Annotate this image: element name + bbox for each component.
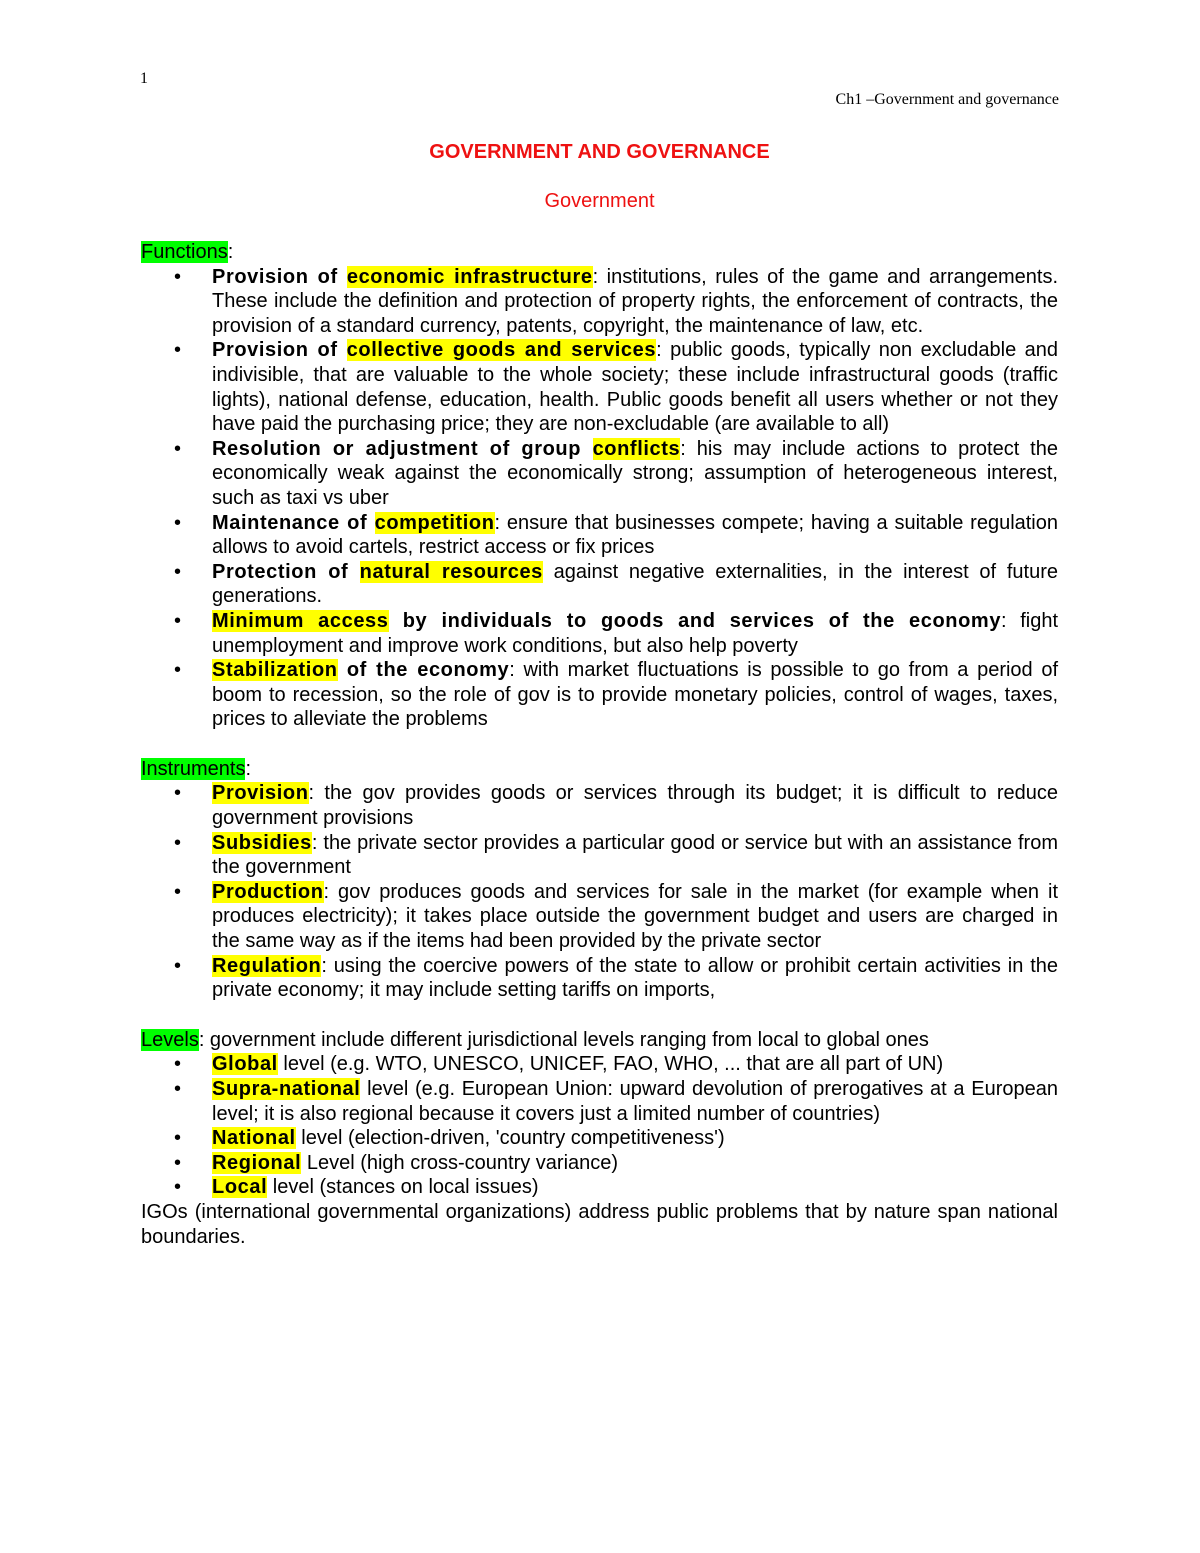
instruments-item-term — [212, 881, 324, 903]
highlighted-term: Regional — [212, 1151, 302, 1174]
instruments-heading: Instruments: — [141, 757, 252, 780]
bullet-icon: • — [174, 1151, 182, 1174]
running-header: Ch1 –Government and governance — [835, 91, 1059, 108]
highlighted-term: Production — [212, 880, 324, 903]
functions-item-term — [212, 659, 509, 681]
bullet-icon: • — [174, 831, 182, 854]
levels-list — [141, 1052, 1058, 1200]
functions-item — [141, 437, 1058, 511]
levels-item-term — [212, 1127, 296, 1149]
functions-item — [141, 338, 1058, 436]
levels-item-term — [212, 1176, 267, 1198]
item-description: : with market fluctuations is possible to go from a period of boom to recession, so the role of gov is to provide monetary policies, control of wages, taxes, prices to alleviate the problems — [212, 659, 1059, 731]
bullet-icon: • — [174, 560, 182, 583]
functions-list — [141, 265, 1058, 732]
item-description: Level (high cross-country variance) — [301, 1151, 619, 1174]
item-description: : the gov provides goods or services through its budget; it is difficult to reduce government provisions — [212, 782, 1058, 830]
term-suffix: of the economy — [337, 659, 510, 682]
item-description: level (e.g. WTO, UNESCO, UNICEF, FAO, WHO, ... that are all part of UN) — [277, 1053, 944, 1076]
bullet-icon: • — [174, 609, 182, 632]
highlighted-term: natural resources — [359, 560, 543, 583]
functions-item-term — [212, 610, 1001, 632]
levels-item — [141, 1052, 1058, 1077]
levels-intro: : government include different jurisdictional levels ranging from local to global ones — [198, 1028, 929, 1051]
levels-item-term — [212, 1078, 360, 1100]
functions-item — [141, 560, 1058, 609]
instruments-item — [141, 880, 1058, 954]
bullet-icon: • — [174, 1053, 182, 1076]
highlighted-term: collective goods and services — [346, 339, 657, 362]
highlighted-term: competition — [374, 511, 495, 534]
bullet-icon: • — [174, 511, 182, 534]
section-subtitle: Government — [544, 190, 655, 212]
functions-item-term — [212, 339, 656, 361]
bullet-icon: • — [174, 1078, 182, 1100]
instruments-item — [141, 831, 1058, 880]
term-prefix: Resolution or adjustment of group — [212, 437, 593, 460]
term-prefix: Protection of — [212, 560, 360, 583]
instruments-item — [141, 954, 1058, 1003]
item-description: : ensure that businesses compete; having a suitable regulation allows to avoid cartels, restrict access or fix prices — [212, 511, 1059, 559]
highlighted-term: Provision — [212, 782, 309, 805]
item-description: level (election-driven, 'country competitiveness') — [295, 1127, 725, 1150]
item-description: : using the coercive powers of the state to allow or prohibit certain activities in the private economy; it may include setting tariffs on imports, — [212, 954, 1058, 1002]
levels-item — [141, 1151, 1058, 1176]
item-description: level (e.g. European Union: upward devolution of prerogatives at a European level; it is also regional because it covers just a limited number of countries) — [212, 1078, 1058, 1125]
levels-closing: IGOs (international governmental organizations) address public problems that by nature span national boundaries. — [141, 1200, 1058, 1248]
item-description: : gov produces goods and services for sale in the market (for example when it produces electricity); it takes place outside the government budget and users are charged in the same way as if the items had been provided by the private sector — [212, 880, 1058, 953]
term-prefix: Provision of — [212, 265, 347, 288]
levels-item — [141, 1126, 1058, 1151]
functions-item — [141, 609, 1058, 658]
term-prefix: Provision of — [212, 339, 347, 362]
functions-item-term — [212, 512, 495, 534]
levels-label: Levels — [141, 1028, 199, 1051]
bullet-icon: • — [174, 880, 182, 903]
item-description: : public goods, typically non excludable and indivisible, that are valuable to the whole society; these include infrastructural goods (traffic lights), national defense, education, health. Public goods benefit all users whether or not they have paid the purchasing price; they are non-excludable (are available to all) — [212, 339, 1058, 436]
highlighted-term: Local — [212, 1176, 268, 1199]
functions-item-term — [212, 561, 543, 583]
item-description: : his may include actions to protect the economically weak against the economically strong; assumption of heterogeneous interest, such as taxi vs uber — [212, 437, 1058, 509]
highlighted-term: Stabilization — [212, 659, 338, 682]
highlighted-term: National — [212, 1127, 296, 1150]
bullet-icon: • — [174, 339, 182, 362]
highlighted-term: Global — [212, 1053, 278, 1076]
levels-item — [141, 1175, 1058, 1200]
levels-heading — [141, 1028, 1058, 1053]
bullet-icon: • — [174, 265, 182, 288]
functions-item-term — [212, 438, 680, 460]
highlighted-term: conflicts — [592, 437, 681, 460]
bullet-icon: • — [174, 954, 182, 977]
document-body — [141, 140, 1058, 1274]
page-number: 1 — [140, 70, 148, 87]
functions-label: Functions — [141, 241, 228, 263]
instruments-item-term — [212, 782, 309, 804]
functions-item — [141, 265, 1058, 339]
instruments-item — [141, 781, 1058, 830]
document-title: GOVERNMENT AND GOVERNANCE — [429, 141, 770, 163]
levels-item-term — [212, 1152, 301, 1174]
item-description: level (stances on local issues) — [267, 1176, 539, 1199]
bullet-icon: • — [174, 659, 182, 682]
levels-item — [141, 1077, 1058, 1126]
instruments-list — [141, 781, 1058, 1002]
functions-item-term — [212, 266, 593, 288]
item-description: : the private sector provides a particular good or service but with an assistance from the government — [212, 831, 1058, 879]
functions-heading: Functions: — [141, 241, 234, 263]
highlighted-term: economic infrastructure — [346, 265, 593, 288]
instruments-section — [141, 757, 1058, 1003]
instruments-item-term — [212, 955, 321, 977]
instruments-label: Instruments — [141, 757, 246, 780]
levels-item-term — [212, 1053, 278, 1075]
highlighted-term: Supra-national — [212, 1078, 361, 1100]
term-prefix: Maintenance of — [212, 511, 375, 534]
functions-item — [141, 511, 1058, 560]
bullet-icon: • — [174, 1127, 182, 1150]
levels-section — [141, 1028, 1058, 1249]
functions-item — [141, 658, 1058, 732]
highlighted-term: Regulation — [212, 954, 322, 977]
instruments-item-term — [212, 832, 312, 854]
item-description: : institutions, rules of the game and arrangements. These include the definition and protection of property rights, the enforcement of contracts, the provision of a standard currency, patents, copyright, the maintenance of law, etc. — [212, 265, 1059, 337]
item-description: : fight unemployment and improve work conditions, but also help poverty — [212, 609, 1058, 657]
highlighted-term: Subsidies — [212, 831, 312, 854]
bullet-icon: • — [174, 1176, 182, 1199]
bullet-icon: • — [174, 437, 182, 460]
item-description: against negative externalities, in the interest of future generations. — [212, 560, 1058, 608]
bullet-icon: • — [174, 782, 182, 805]
functions-section — [141, 240, 1058, 732]
highlighted-term: Minimum access — [212, 609, 389, 632]
term-suffix: by individuals to goods and services of the economy — [388, 609, 1002, 632]
